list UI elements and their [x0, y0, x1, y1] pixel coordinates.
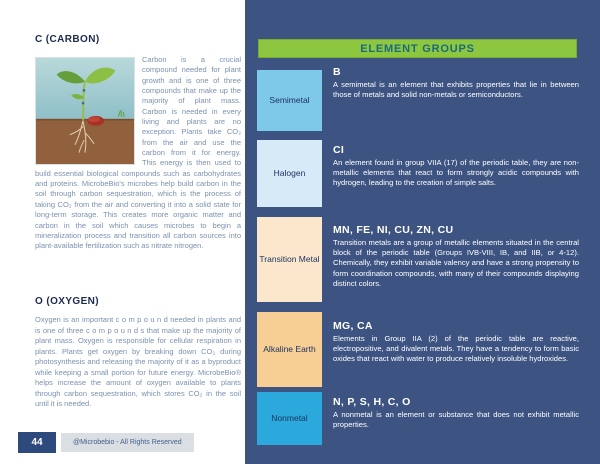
group-symbols: MG, CA [333, 320, 373, 332]
group-description: Elements in Group IIA (2) of the periodic table are reactive, electropositive, and divalent metals. They have a tendency to form basic oxides that react with water to produce relatively insoluble hydroxides. [333, 334, 579, 364]
page-number: 44 [18, 432, 56, 453]
copyright-text: @Microbebio - All Rights Reserved [61, 433, 194, 452]
group-symbols: N, P, S, H, C, O [333, 396, 411, 408]
group-box-nonmetal [257, 392, 322, 445]
group-description: A nonmetal is an element or substance that does not exhibit metallic properties. [333, 410, 579, 430]
left-page [0, 0, 245, 464]
group-description: An element found in group VIIA (17) of the periodic table, they are non-metallic elements that react to form strongly acidic compounds with hydrogen, leading to the creation of simple salts. [333, 158, 579, 188]
page-footer [18, 432, 194, 453]
carbon-paragraph [35, 55, 241, 252]
element-groups-banner [258, 39, 577, 58]
group-label: Semimetal [269, 94, 310, 105]
group-entry-semimetal [333, 66, 579, 100]
group-entry-transition-metal [333, 224, 579, 289]
group-label: Alkaline Earth [263, 343, 316, 354]
group-label: Nonmetal [271, 412, 308, 423]
group-symbols: B [333, 66, 341, 78]
group-symbols: MN, FE, NI, CU, ZN, CU [333, 224, 454, 236]
carbon-heading: C (CARBON) [35, 34, 100, 45]
group-box-semimetal [257, 70, 322, 131]
group-label: Transition Metal [259, 253, 320, 264]
group-box-alkaline-earth [257, 312, 322, 387]
group-description: A semimetal is an element that exhibits properties that lie in between those of metals and solid non-metals or semiconductors. [333, 80, 579, 100]
group-entry-alkaline-earth [333, 320, 579, 365]
oxygen-paragraph: Oxygen is an important c o m p o u n d needed in plants and is one of three c o m p o u n d s that make up the majority of plant mass. Oxygen is responsible for cellular respiration in plants. Plants get oxygen by breaking down CO₂ during photosynthesis and releasing the majority of it as a byproduct while keeping a small portion for future energy. MicrobeBio® helps increase the amount of oxygen available to plants through carbon sequestration, which stores CO₂ in the soil until it is needed. [35, 315, 241, 408]
carbon-body-text: Carbon is a crucial compound needed for plant growth and is one of three compounds that make up the majority of plant mass. Carbon is needed in every living and plants are no exception. Plants take CO₂ from the air and use the carbon from it for energy. This energy is then used to build essential biological compounds such as carbohydrates and proteins. MicrobeBio's microbes help build carbon in the soil through carbon sequestration, which is the process of taking CO₂ from the air and converting it into a solid state for long-term storage. This creates more organic matter and carbon in the soil which causes microbes to begin a mineralization process and transition all carbon sources into plant-available fertilization such as nitrate nitrogen. [35, 55, 241, 251]
right-page [245, 0, 600, 464]
group-symbols: CI [333, 144, 345, 156]
group-label: Halogen [273, 167, 306, 178]
group-entry-halogen [333, 144, 579, 189]
element-groups-title: ELEMENT GROUPS [360, 42, 475, 55]
group-box-transition-metal [257, 217, 322, 302]
group-entry-nonmetal [333, 396, 579, 430]
seedling-illustration [35, 57, 135, 165]
group-box-halogen [257, 140, 322, 207]
oxygen-heading: O (OXYGEN) [35, 296, 100, 307]
group-description: Transition metals are a group of metallic elements situated in the central block of the periodic table (Groups IVB-VIII, IB, and IIB, or 4-12). Chemically, they exhibit variable valency and have a strong propensity to form coordination compounds, with many of their compounds displaying distinct colors. [333, 238, 579, 288]
